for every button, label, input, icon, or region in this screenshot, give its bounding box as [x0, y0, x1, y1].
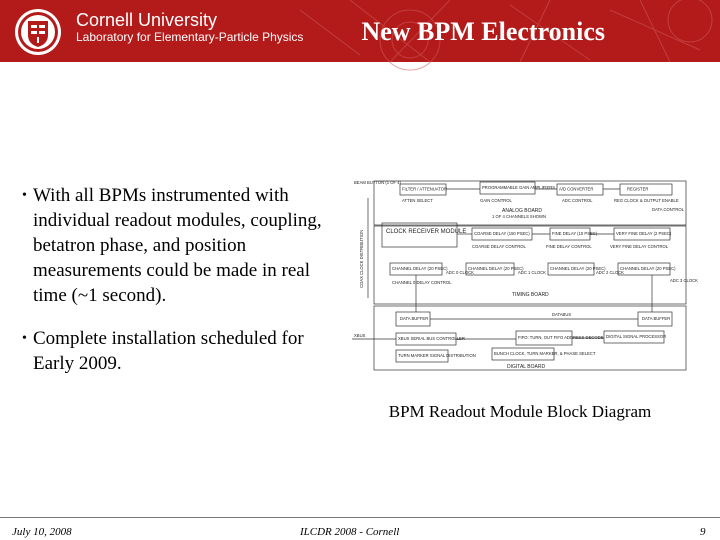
diagram-label-adc1: ADC 1 CLOCK — [518, 270, 546, 275]
bullet-text: Complete installation scheduled for Early 2009. — [33, 328, 304, 374]
diagram-label-data-buffer-1: DATA BUFFER — [400, 316, 429, 321]
diagram-label-analog-sub: 1 OF 4 CHANNELS SHOWN — [492, 214, 546, 219]
diagram-label-channel-2: CHANNEL DELAY (20 PSEC) — [550, 266, 606, 271]
diagram-label-analog-board: ANALOG BOARD — [502, 208, 543, 214]
header-banner — [0, 0, 720, 62]
bullet-1 — [22, 183, 332, 308]
diagram-label-coax: COAX CLOCK DISTRIBUTION — [359, 229, 364, 288]
diagram-label-digital-board: DIGITAL BOARD — [507, 364, 546, 370]
diagram-label-adc0: ADC 0 CLOCK — [446, 270, 474, 275]
diagram-caption: BPM Readout Module Block Diagram — [388, 402, 652, 421]
footer-divider — [0, 517, 720, 518]
footer-page-number: 9 — [700, 526, 706, 538]
diagram-label-atten: ATTEN SELECT — [402, 198, 433, 203]
bullet-2 — [22, 326, 332, 376]
diagram-label-very-fine: VERY FINE DELAY (2 PSEC) — [616, 231, 672, 236]
diagram-label-coarse: COARSE DELAY (150 PSEC) — [474, 231, 530, 236]
diagram-label-databus: DATABUS — [552, 312, 572, 317]
diagram-label-very-fine-control: VERY FINE DELAY CONTROL — [610, 244, 669, 249]
diagram-label-gain: GAIN CONTROL — [480, 198, 512, 203]
bullet-text: With all BPMs instrumented with individual readout modules, coupling, betatron phase, and position measurements could be made in real time (~1 second). — [33, 185, 322, 306]
diagram-label-register: REGISTER — [627, 186, 649, 192]
diagram-label-channel-control: CHANNEL 0 DELAY CONTROL — [392, 280, 452, 285]
diagram-label-data-buffer-2: DATA BUFFER — [642, 316, 671, 321]
diagram-label-fine-control: FINE DELAY CONTROL — [546, 244, 592, 249]
diagram-label-coarse-control: COARSE DELAY CONTROL — [472, 244, 526, 249]
diagram-label-channel-3: CHANNEL DELAY (20 PSEC) — [620, 266, 676, 271]
diagram-label-xbus: XBUS — [354, 333, 366, 338]
institution-name: Cornell University — [76, 10, 218, 30]
diagram-label-timing-board: TIMING BOARD — [512, 292, 549, 298]
diagram-label-adc3: ADC 3 CLOCK — [670, 278, 698, 283]
slide-title: New BPM Electronics — [361, 17, 605, 46]
footer-date: July 10, 2008 — [12, 526, 72, 538]
diagram-label-xbus-controller: XBUS SERIAL BUS CONTROLLER — [398, 336, 465, 341]
bullet-dot: • — [22, 331, 27, 346]
diagram-label-data-control: DATA CONTROL — [652, 207, 684, 212]
bullet-dot: • — [22, 188, 27, 203]
diagram-label-beam: BEAM BUTTON (1 OF 4) — [354, 180, 401, 185]
lab-name: Laboratory for Elementary-Particle Physics — [76, 30, 304, 44]
diagram-label-filter: FILTER / ATTENUATOR — [402, 186, 448, 192]
diagram-label-channel-0: CHANNEL DELAY (20 PSEC) — [392, 266, 448, 271]
diagram-label-fine: FINE DELAY (10 PSEC) — [552, 231, 598, 236]
diagram-label-adc-control: ADC CONTROL — [562, 198, 593, 203]
diagram-label-turn-marker: TURN MARKER SIGNAL DISTRIBUTION — [398, 353, 476, 358]
diagram-label-converter: A/D CONVERTER — [559, 186, 594, 192]
footer-event: ILCDR 2008 - Cornell — [300, 526, 400, 538]
diagram-label-amplifiers: PROGRAMMABLE GAIN AMPLIFIERS — [482, 185, 556, 190]
diagram-label-channel-1: CHANNEL DELAY (20 PSEC) — [468, 266, 524, 271]
diagram-label-adc2: ADC 2 CLOCK — [596, 270, 624, 275]
cornell-seal-logo — [14, 8, 62, 56]
bpm-block-diagram — [352, 178, 698, 372]
diagram-label-clock-receiver: CLOCK RECEIVER MODULE — [386, 229, 467, 235]
diagram-label-bunch-clock: BUNCH CLOCK, TURN MARKER, & PHASE SELECT — [494, 351, 596, 356]
diagram-label-fifo: FIFO: TURN, OUT FIFO ADDRESS DECODE — [518, 335, 604, 340]
diagram-label-reg-clock: REG CLOCK & OUTPUT ENABLE — [614, 198, 679, 203]
diagram-label-dsp: DIGITAL SIGNAL PROCESSOR — [606, 334, 667, 339]
